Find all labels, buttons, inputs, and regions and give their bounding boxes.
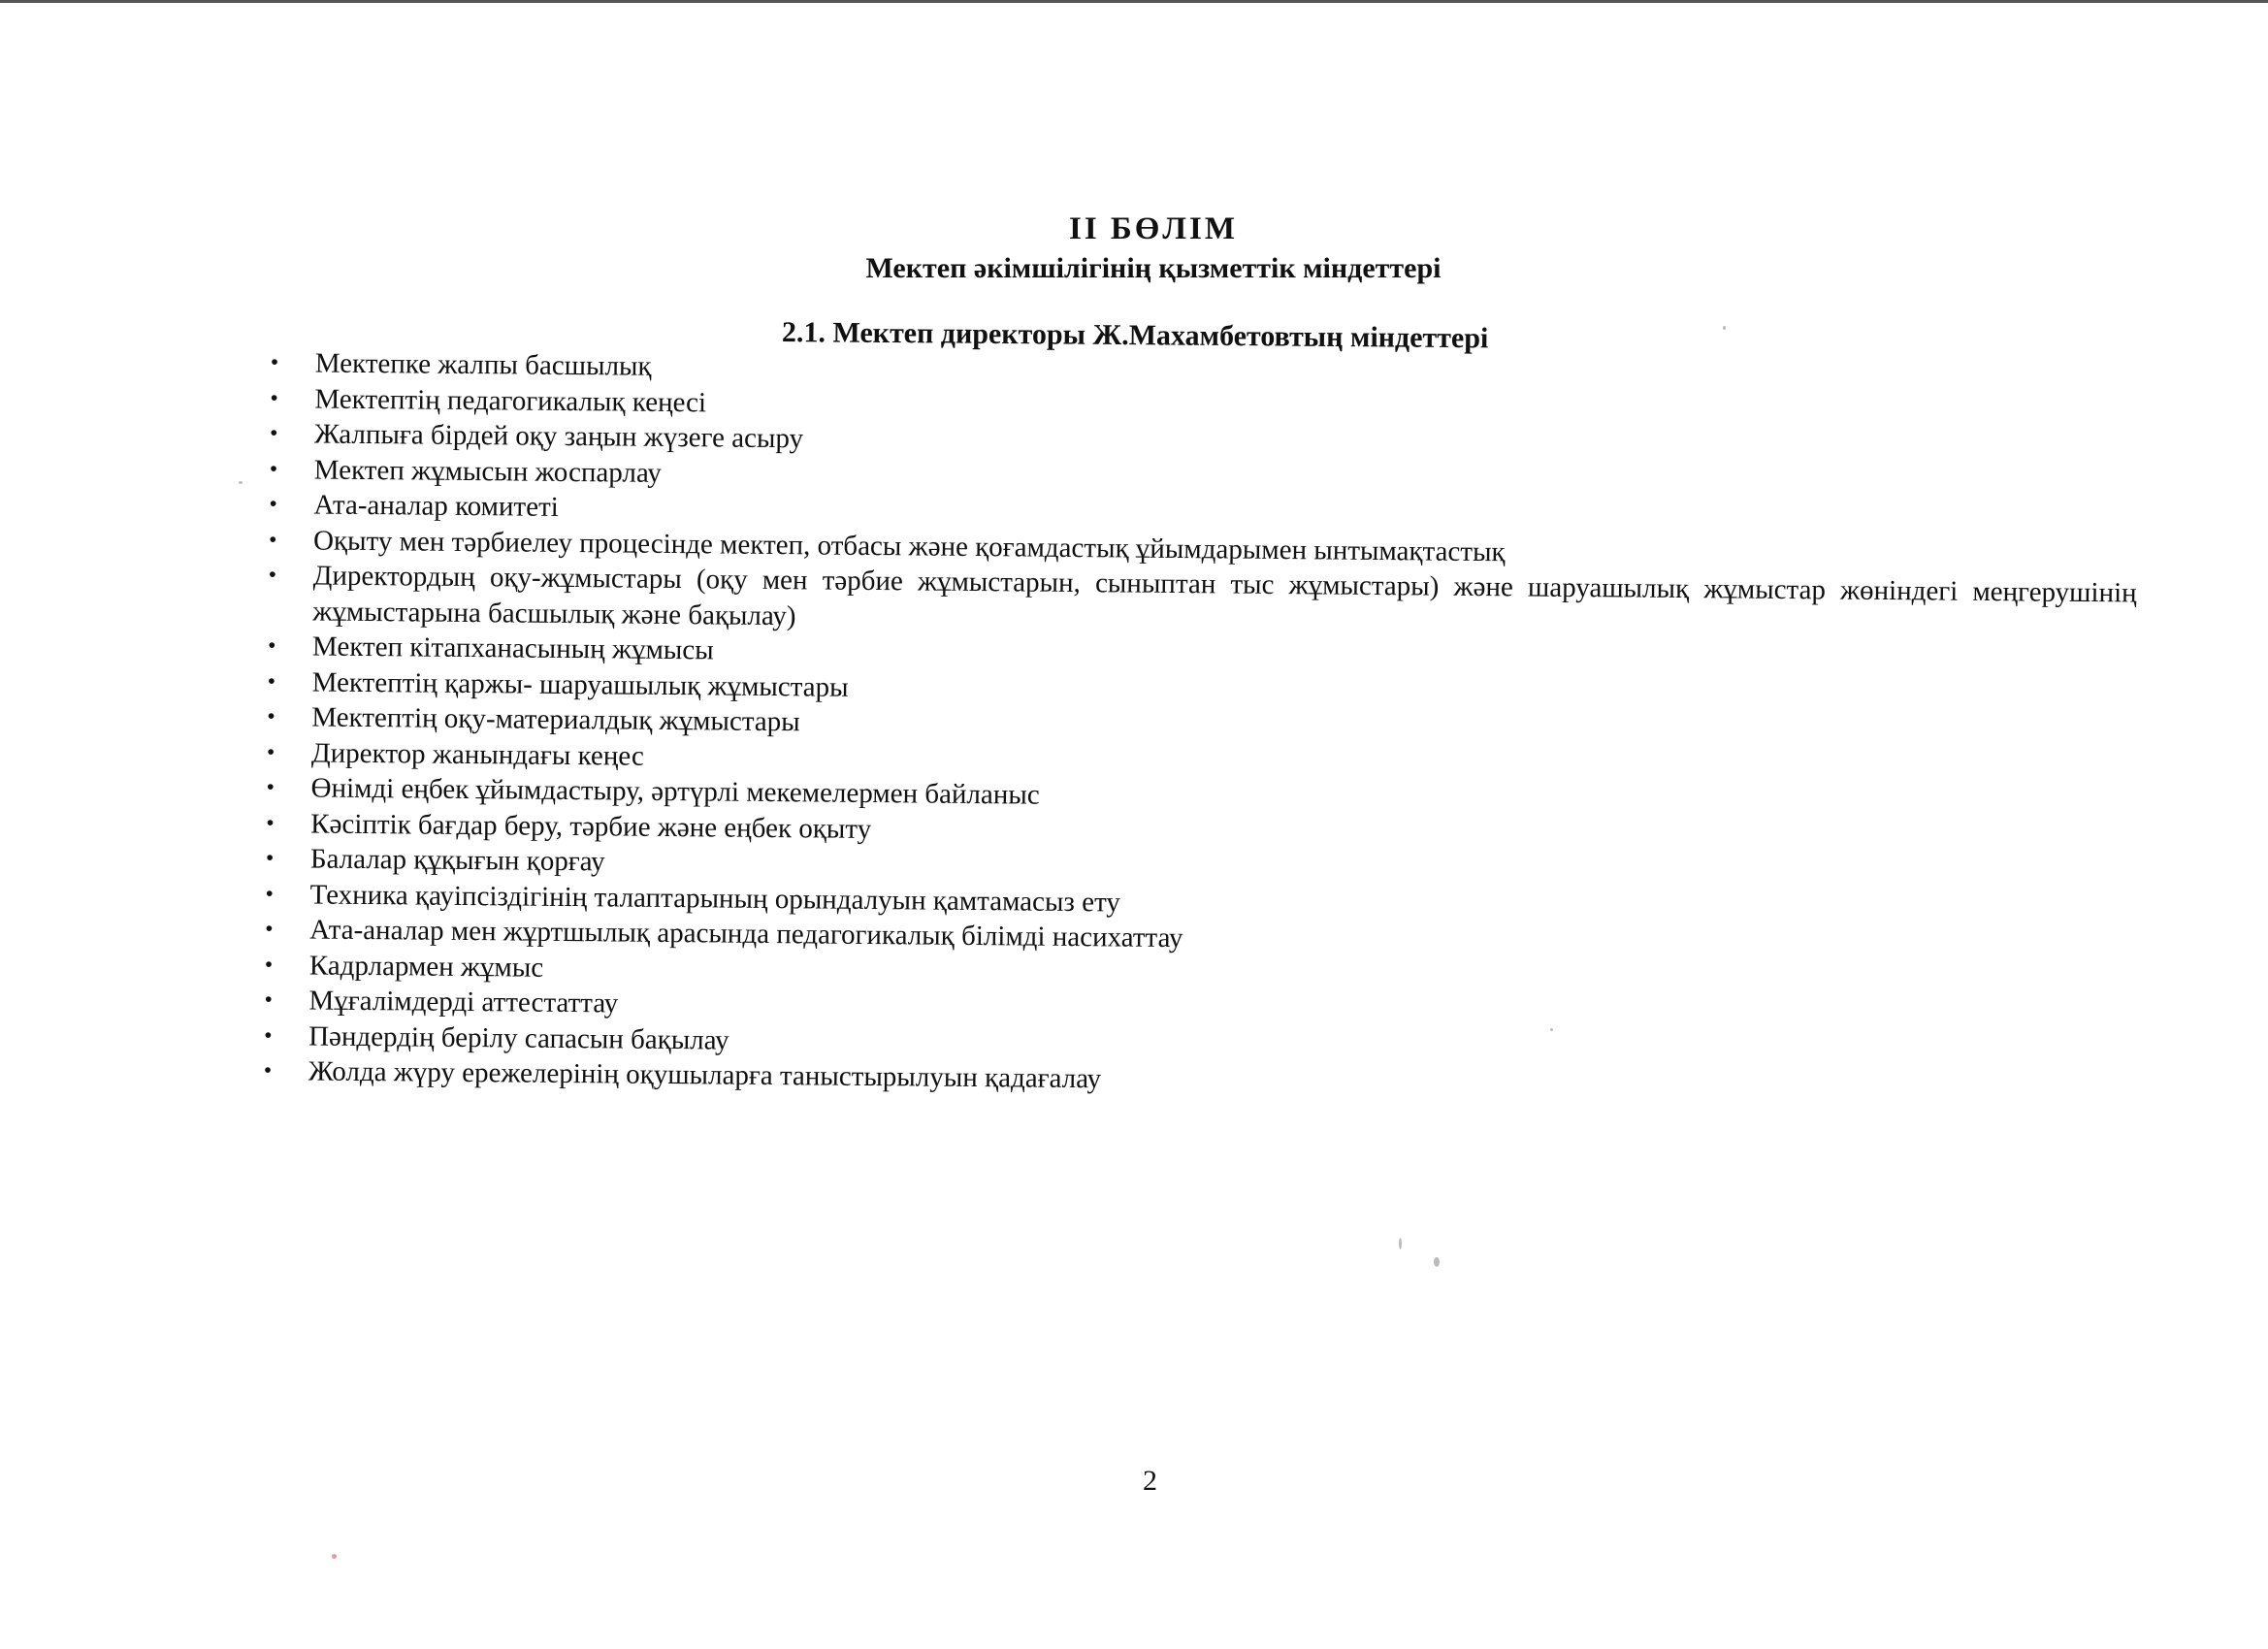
- bullet-icon: •: [264, 1022, 273, 1049]
- duty-text: Оқыту мен тәрбиелеу процесінде мектеп, отбасы және қоғамдастық ұйымдарымен ынтымақтастық: [312, 524, 1506, 567]
- section-title: II БӨЛІМ: [1069, 211, 1238, 246]
- duty-text: Мектеп жұмысын жоспарлау: [313, 453, 663, 489]
- bullet-icon: •: [269, 456, 278, 482]
- duty-text: Кадрлармен жұмыс: [308, 949, 544, 984]
- duty-text: Ата-аналар комитеті: [313, 489, 559, 523]
- duty-text: Мектептің оқу-материалдық жұмыстары: [311, 701, 800, 738]
- scan-speck: [1723, 326, 1726, 330]
- scan-speck: [1399, 1238, 1402, 1249]
- bullet-icon: •: [270, 421, 278, 447]
- bullet-icon: •: [270, 350, 279, 376]
- bullet-icon: •: [265, 917, 274, 943]
- duty-text: Техника қауіпсіздігінің талаптарының орындалуын қамтамасыз ету: [309, 878, 1120, 918]
- subsection-title: 2.1. Мектеп директоры Ж.Махамбетовтың міндеттері: [781, 316, 1489, 355]
- duty-text: Балалар құқығын қорғау: [309, 843, 605, 878]
- bullet-icon: •: [263, 1058, 273, 1084]
- duty-text: Мектептің педагогикалық кеңесі: [314, 382, 707, 418]
- duty-text: Пәндердің берілу сапасын бақылау: [308, 1019, 729, 1056]
- bullet-icon: •: [264, 987, 274, 1014]
- duty-text: Өнімді еңбек ұйымдастыру, әртүрлі мекемелермен байланыс: [310, 772, 1040, 811]
- bullet-icon: •: [267, 668, 276, 695]
- bullet-icon: •: [268, 527, 277, 553]
- duties-list: [260, 345, 2139, 1107]
- section-subtitle: Мектеп әкімшілігінің қызметтік міндеттері: [865, 252, 1442, 284]
- duty-text: Кәсіптік бағдар беру, тәрбие және еңбек оқыту: [310, 807, 872, 845]
- duty-text: Мектептің қаржы- шаруашылық жұмыстары: [311, 665, 849, 703]
- scan-speck: [1550, 1028, 1553, 1031]
- duty-text: Директордың оқу-жұмыстары (оқу мен тәрбие жұмыстарын, сыныптан тыс жұмыстары) және шаруашылық жұмыстар жөніндегі меңгерушінің жұмыстарына басшылық және бақылау): [312, 560, 2137, 631]
- scan-top-edge: [0, 0, 2268, 3]
- page-number: 2: [1143, 1465, 1157, 1497]
- bullet-icon: •: [266, 810, 275, 836]
- bullet-icon: •: [267, 704, 275, 730]
- duty-text: Мұғалімдерді аттестаттау: [308, 985, 619, 1019]
- bullet-icon: •: [268, 563, 277, 589]
- bullet-icon: •: [269, 492, 277, 518]
- bullet-icon: •: [267, 633, 276, 660]
- duty-text: Жалпыға бірдей оқу заңын жүзеге асыру: [313, 418, 804, 455]
- duty-text: Директор жанындағы кеңес: [310, 736, 644, 772]
- bullet-icon: •: [264, 952, 274, 978]
- bullet-icon: •: [266, 775, 275, 801]
- duty-text: Мектеп кітапханасының жұмысы: [311, 630, 714, 666]
- scan-speck: [332, 1554, 337, 1559]
- bullet-icon: •: [270, 385, 279, 411]
- duty-text: Ата-аналар мен жұртшылық арасында педагогикалық білімді насихаттау: [309, 914, 1183, 954]
- bullet-icon: •: [266, 739, 275, 765]
- duty-text: Мектепке жалпы басшылық: [314, 347, 652, 382]
- duty-text: Жолда жүру ережелерінің оқушыларға таныстырылуын қадағалау: [308, 1055, 1102, 1095]
- bullet-icon: •: [265, 846, 275, 872]
- bullet-icon: •: [265, 881, 275, 907]
- scan-speck: [1434, 1257, 1440, 1267]
- scan-speck: [239, 481, 243, 484]
